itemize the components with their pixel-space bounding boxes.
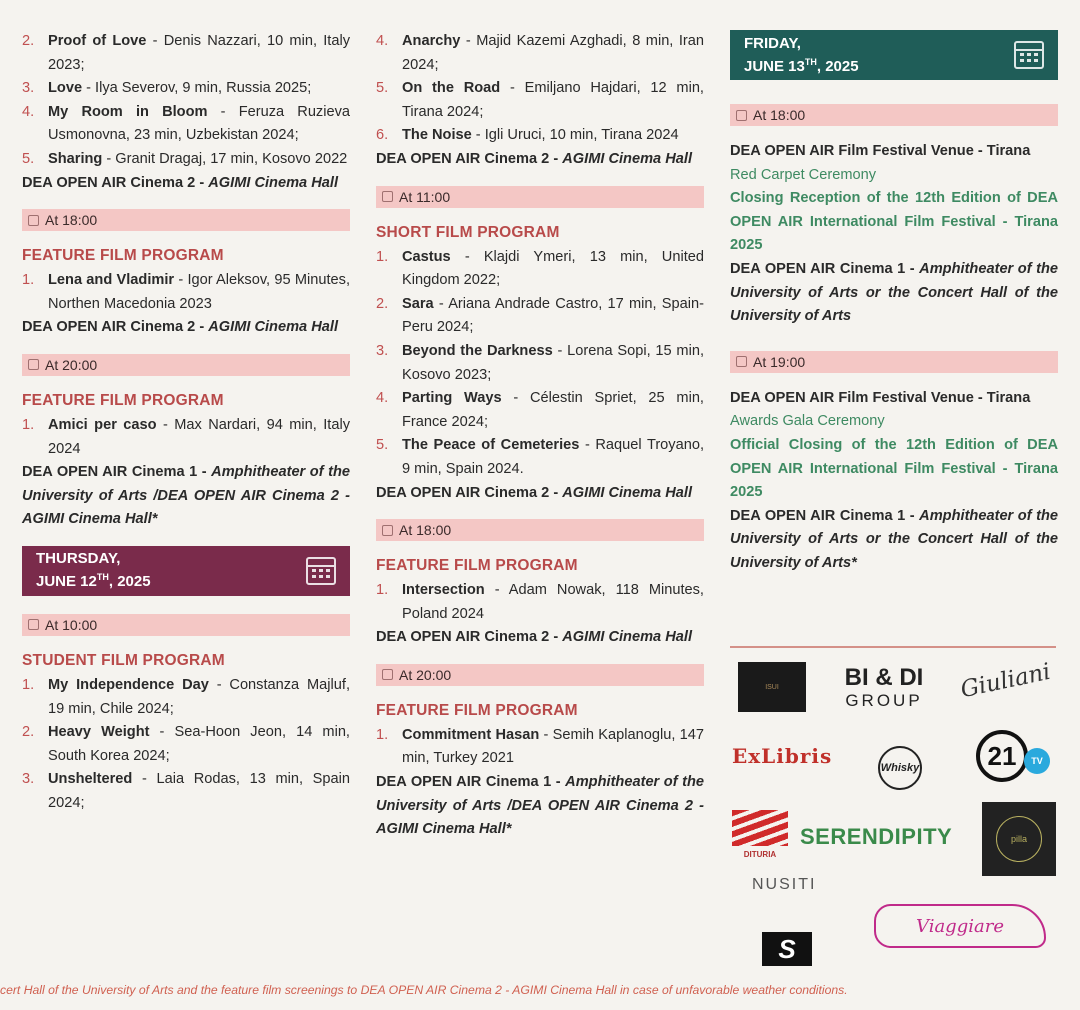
film-number: 4.: [376, 390, 389, 407]
time-label: At 20:00: [399, 666, 452, 683]
film-entry: [22, 721, 350, 768]
film-title: Lena and Vladimir: [48, 272, 175, 289]
event-description: Closing Reception of the 12th Edition of DEA OPEN AIR International Film Festival - Tirana 2025: [730, 190, 1058, 254]
film-number: 1.: [22, 416, 35, 433]
venue-hall: Amphitheater of the University of Arts /DEA OPEN AIR Cinema 2 - AGIMI Cinema Hall*: [376, 774, 704, 838]
logo-nusiti: NUSITI: [752, 876, 817, 893]
logo-dituria: [732, 810, 788, 859]
film-entry: [376, 724, 704, 771]
clock-icon: [28, 359, 39, 370]
film-details: - Célestin Spriet, 25 min, France 2024;: [402, 390, 704, 430]
venue: [376, 148, 704, 172]
film-title: Castus: [402, 248, 451, 265]
footer-note: cert Hall of the University of Arts and the feature film screenings to DEA OPEN AIR Cinema 2 - AGIMI Cinema Hall in case of unfavorable weather conditions.: [0, 983, 848, 997]
time-label: At 19:00: [753, 353, 806, 370]
venue-hall: AGIMI Cinema Hall: [562, 484, 692, 501]
venue-hall: AGIMI Cinema Hall: [562, 629, 692, 646]
venue: [376, 771, 704, 842]
film-details: - Feruza Ruzieva Usmonovna, 23 min, Uzbekistan 2024;: [48, 103, 351, 144]
film-entry: [22, 101, 350, 148]
date-year: , 2025: [816, 57, 859, 75]
logo-giuliani: Giuliani: [958, 658, 1053, 704]
film-number: 4.: [376, 33, 389, 49]
event-description: Official Closing of the 12th Edition of DEA OPEN AIR International Film Festival - Tirana 2025: [730, 436, 1058, 501]
time-bar: [730, 351, 1058, 373]
date-suffix: TH: [96, 572, 109, 583]
film-details: - Denis Nazzari, 10 min, Italy 2023;: [48, 33, 350, 73]
venue-text: DEA OPEN AIR Cinema 1 -: [22, 464, 212, 481]
clock-icon: [28, 619, 39, 630]
clock-icon: [736, 110, 747, 121]
film-details: - Lorena Sopi, 15 min, Kosovo 2023;: [402, 342, 705, 383]
column-2: [376, 30, 704, 842]
film-details: - Igli Uruci, 10 min, Tirana 2024: [471, 127, 679, 144]
venue-text: DEA OPEN AIR Cinema 2 -: [22, 174, 209, 191]
film-title: Heavy Weight: [48, 724, 150, 741]
film-number: 2.: [22, 724, 35, 741]
venue: [730, 505, 1058, 576]
film-title: The Peace of Cemeteries: [402, 437, 580, 454]
time-bar: [376, 519, 704, 541]
day-date: [36, 568, 151, 591]
logo-pilla: [982, 802, 1056, 876]
time-bar: [22, 209, 350, 231]
film-title: Parting Ways: [402, 390, 502, 407]
film-title: Proof of Love: [48, 33, 147, 49]
film-entry: [376, 387, 704, 434]
film-list: [22, 414, 350, 461]
film-details: - Emiljano Hajdari, 12 min, Tirana 2024;: [402, 80, 704, 120]
film-entry: [376, 340, 704, 387]
column-3: [730, 30, 1058, 576]
logo-21-tv: [976, 730, 1043, 782]
film-entry: [376, 77, 704, 124]
film-details: - Ariana Andrade Castro, 17 min, Spain-Peru 2024;: [402, 295, 704, 336]
logo-text: DITURIA: [743, 850, 777, 859]
film-entry: [22, 414, 350, 461]
sponsor-logos: [730, 646, 1060, 972]
divider: [730, 646, 1056, 648]
film-title: My Room in Bloom: [48, 103, 208, 120]
time-label: At 10:00: [45, 616, 98, 633]
clock-icon: [736, 356, 747, 367]
venue-text: DEA OPEN AIR Cinema 1 -: [376, 774, 566, 791]
venue-text: DEA OPEN AIR Cinema 2 -: [376, 629, 563, 646]
venue: [730, 258, 1058, 329]
film-list: [376, 246, 704, 482]
film-title: Unsheltered: [48, 771, 133, 788]
film-title: On the Road: [402, 80, 501, 97]
film-details: - Igor Aleksov, 95 Minutes, Northen Macedonia 2023: [48, 272, 350, 312]
film-entry: [376, 293, 704, 340]
film-entry: [376, 579, 704, 626]
venue-text: DEA OPEN AIR Cinema 1 -: [730, 507, 920, 524]
section-title: FEATURE FILM PROGRAM: [22, 247, 224, 265]
calendar-icon: [1014, 41, 1044, 69]
logo-text: pilla: [996, 816, 1042, 862]
time-bar: [730, 104, 1058, 126]
logo-bidi-group: [834, 664, 934, 710]
venue: [376, 482, 704, 506]
film-details: - Majid Kazemi Azghadi, 8 min, Iran 2024;: [402, 33, 704, 73]
film-title: Beyond the Darkness: [402, 342, 553, 359]
venue-hall: Amphitheater of the University of Arts or the Concert Hall of the University of Arts*: [730, 507, 1058, 571]
film-details: - Sea-Hoon Jeon, 14 min, South Korea 2024;: [48, 724, 350, 764]
day-banner-text: [744, 35, 859, 76]
film-number: 5.: [376, 80, 389, 97]
film-entry: [22, 768, 350, 815]
time-bar: [22, 614, 350, 636]
venue-text: DEA OPEN AIR Cinema 2 -: [376, 150, 563, 167]
venue-hall: Amphitheater of the University of Arts or the Concert Hall of the University of Arts: [730, 260, 1058, 325]
film-title: Intersection: [402, 582, 485, 599]
logo-text: Whisky: [880, 762, 920, 774]
film-details: - Max Nardari, 94 min, Italy 2024: [48, 416, 350, 457]
venue: [376, 626, 704, 650]
logo-whisky: [878, 746, 922, 790]
date-year: , 2025: [108, 573, 151, 591]
column-1: [22, 30, 350, 815]
clock-icon: [382, 525, 393, 536]
time-label: At 18:00: [753, 107, 806, 123]
logo-text: TV: [1024, 748, 1050, 774]
film-list: [376, 30, 704, 148]
dituria-mark: [732, 810, 788, 846]
film-number: 6.: [376, 127, 389, 144]
clock-icon: [28, 215, 39, 226]
film-list: [376, 724, 704, 771]
film-entry: [376, 246, 704, 293]
film-number: 5.: [22, 150, 35, 167]
time-bar: [376, 186, 704, 208]
place: DEA OPEN AIR Film Festival Venue - Tirana: [730, 143, 1031, 159]
film-entry: [22, 30, 350, 77]
time-label: At 18:00: [399, 522, 452, 539]
film-number: 3.: [22, 80, 35, 97]
logo-viaggiare: Viaggiare: [874, 904, 1046, 948]
film-entry: [22, 269, 350, 316]
clock-icon: [382, 191, 393, 202]
film-details: - Granit Dragaj, 17 min, Kosovo 2022: [102, 150, 348, 167]
film-details: - Laia Rodas, 13 min, Spain 2024;: [48, 771, 350, 811]
film-list: [22, 674, 350, 816]
film-entry: [22, 148, 350, 172]
film-title: Anarchy: [402, 33, 461, 49]
time-label: At 20:00: [45, 356, 98, 373]
film-title: Sharing: [48, 150, 103, 167]
logo-text: ISUI: [765, 683, 779, 691]
logo-text: 21: [987, 740, 1017, 771]
logo-text: BI & DI: [844, 664, 924, 691]
venue-hall: AGIMI Cinema Hall: [208, 319, 338, 336]
film-entry: [22, 77, 350, 101]
day-name: THURSDAY,: [36, 550, 121, 568]
film-details: - Klajdi Ymeri, 13 min, United Kingdom 2022;: [402, 248, 704, 289]
film-list: [22, 30, 350, 172]
date-main: JUNE 12: [36, 573, 97, 591]
venue-hall: Amphitheater of the University of Arts /DEA OPEN AIR Cinema 2 - AGIMI Cinema Hall*: [22, 464, 350, 528]
film-details: - Ilya Severov, 9 min, Russia 2025;: [82, 80, 312, 97]
film-entry: [376, 124, 704, 148]
film-details: - Constanza Majluf, 19 min, Chile 2024;: [48, 676, 350, 717]
film-entry: [376, 30, 704, 77]
time-label: At 18:00: [45, 212, 98, 229]
logo-isui: [738, 662, 806, 712]
film-number: 1.: [22, 272, 35, 289]
logo-serendipity: SERENDIPITY: [800, 824, 953, 849]
venue-text: DEA OPEN AIR Cinema 2 -: [22, 319, 209, 336]
film-number: 2.: [22, 33, 35, 49]
day-name: FRIDAY,: [744, 34, 801, 52]
venue: [22, 461, 350, 532]
film-number: 2.: [376, 295, 389, 312]
logo-text: GROUP: [845, 691, 923, 710]
film-title: My Independence Day: [48, 676, 209, 693]
section-title: FEATURE FILM PROGRAM: [22, 391, 224, 409]
section-title: SHORT FILM PROGRAM: [376, 223, 560, 241]
logo-exlibris: ExLibris: [732, 744, 833, 768]
calendar-icon: [306, 557, 336, 585]
day-banner-thursday: [22, 546, 350, 596]
place: DEA OPEN AIR Film Festival Venue - Tirana: [730, 389, 1031, 406]
venue-text: DEA OPEN AIR Cinema 1 -: [730, 260, 920, 277]
day-banner-text: [36, 550, 151, 591]
film-title: Amici per caso: [48, 416, 157, 433]
film-entry: [376, 434, 704, 481]
film-number: 3.: [22, 771, 35, 788]
clock-icon: [382, 669, 393, 680]
time-bar: [22, 354, 350, 376]
film-list: [22, 269, 350, 316]
film-number: 1.: [376, 582, 389, 599]
film-number: 1.: [376, 248, 389, 265]
section-title: FEATURE FILM PROGRAM: [376, 701, 578, 719]
event-name: Awards Gala Ceremony: [730, 413, 885, 430]
film-details: - Raquel Troyano, 9 min, Spain 2024.: [402, 437, 704, 477]
film-entry: [22, 674, 350, 721]
day-banner-friday: [730, 30, 1058, 80]
film-number: 1.: [22, 676, 35, 693]
venue-hall: AGIMI Cinema Hall: [208, 174, 338, 191]
film-details: - Semih Kaplanoglu, 147 min, Turkey 2021: [402, 726, 704, 767]
time-label: At 11:00: [399, 188, 451, 205]
film-details: - Adam Nowak, 118 Minutes, Poland 2024: [402, 582, 704, 622]
film-list: [376, 579, 704, 626]
venue-hall: AGIMI Cinema Hall: [562, 150, 692, 167]
film-title: Sara: [402, 295, 434, 312]
section-title: FEATURE FILM PROGRAM: [376, 557, 578, 575]
film-title: Love: [48, 80, 83, 97]
logo-s: S: [762, 932, 812, 966]
section-title: STUDENT FILM PROGRAM: [22, 651, 225, 669]
venue-text: DEA OPEN AIR Cinema 2 -: [376, 484, 563, 501]
film-title: The Noise: [402, 127, 472, 144]
film-title: Commitment Hasan: [402, 726, 540, 743]
date-suffix: TH: [804, 56, 817, 67]
film-number: 3.: [376, 342, 389, 359]
venue: [22, 172, 350, 196]
event-name: Red Carpet Ceremony: [730, 166, 877, 183]
film-number: 1.: [376, 726, 389, 743]
venue: [22, 316, 350, 340]
film-number: 5.: [376, 437, 389, 454]
day-date: [744, 53, 859, 76]
date-main: JUNE 13: [744, 57, 805, 75]
film-number: 4.: [22, 103, 35, 120]
time-bar: [376, 664, 704, 686]
